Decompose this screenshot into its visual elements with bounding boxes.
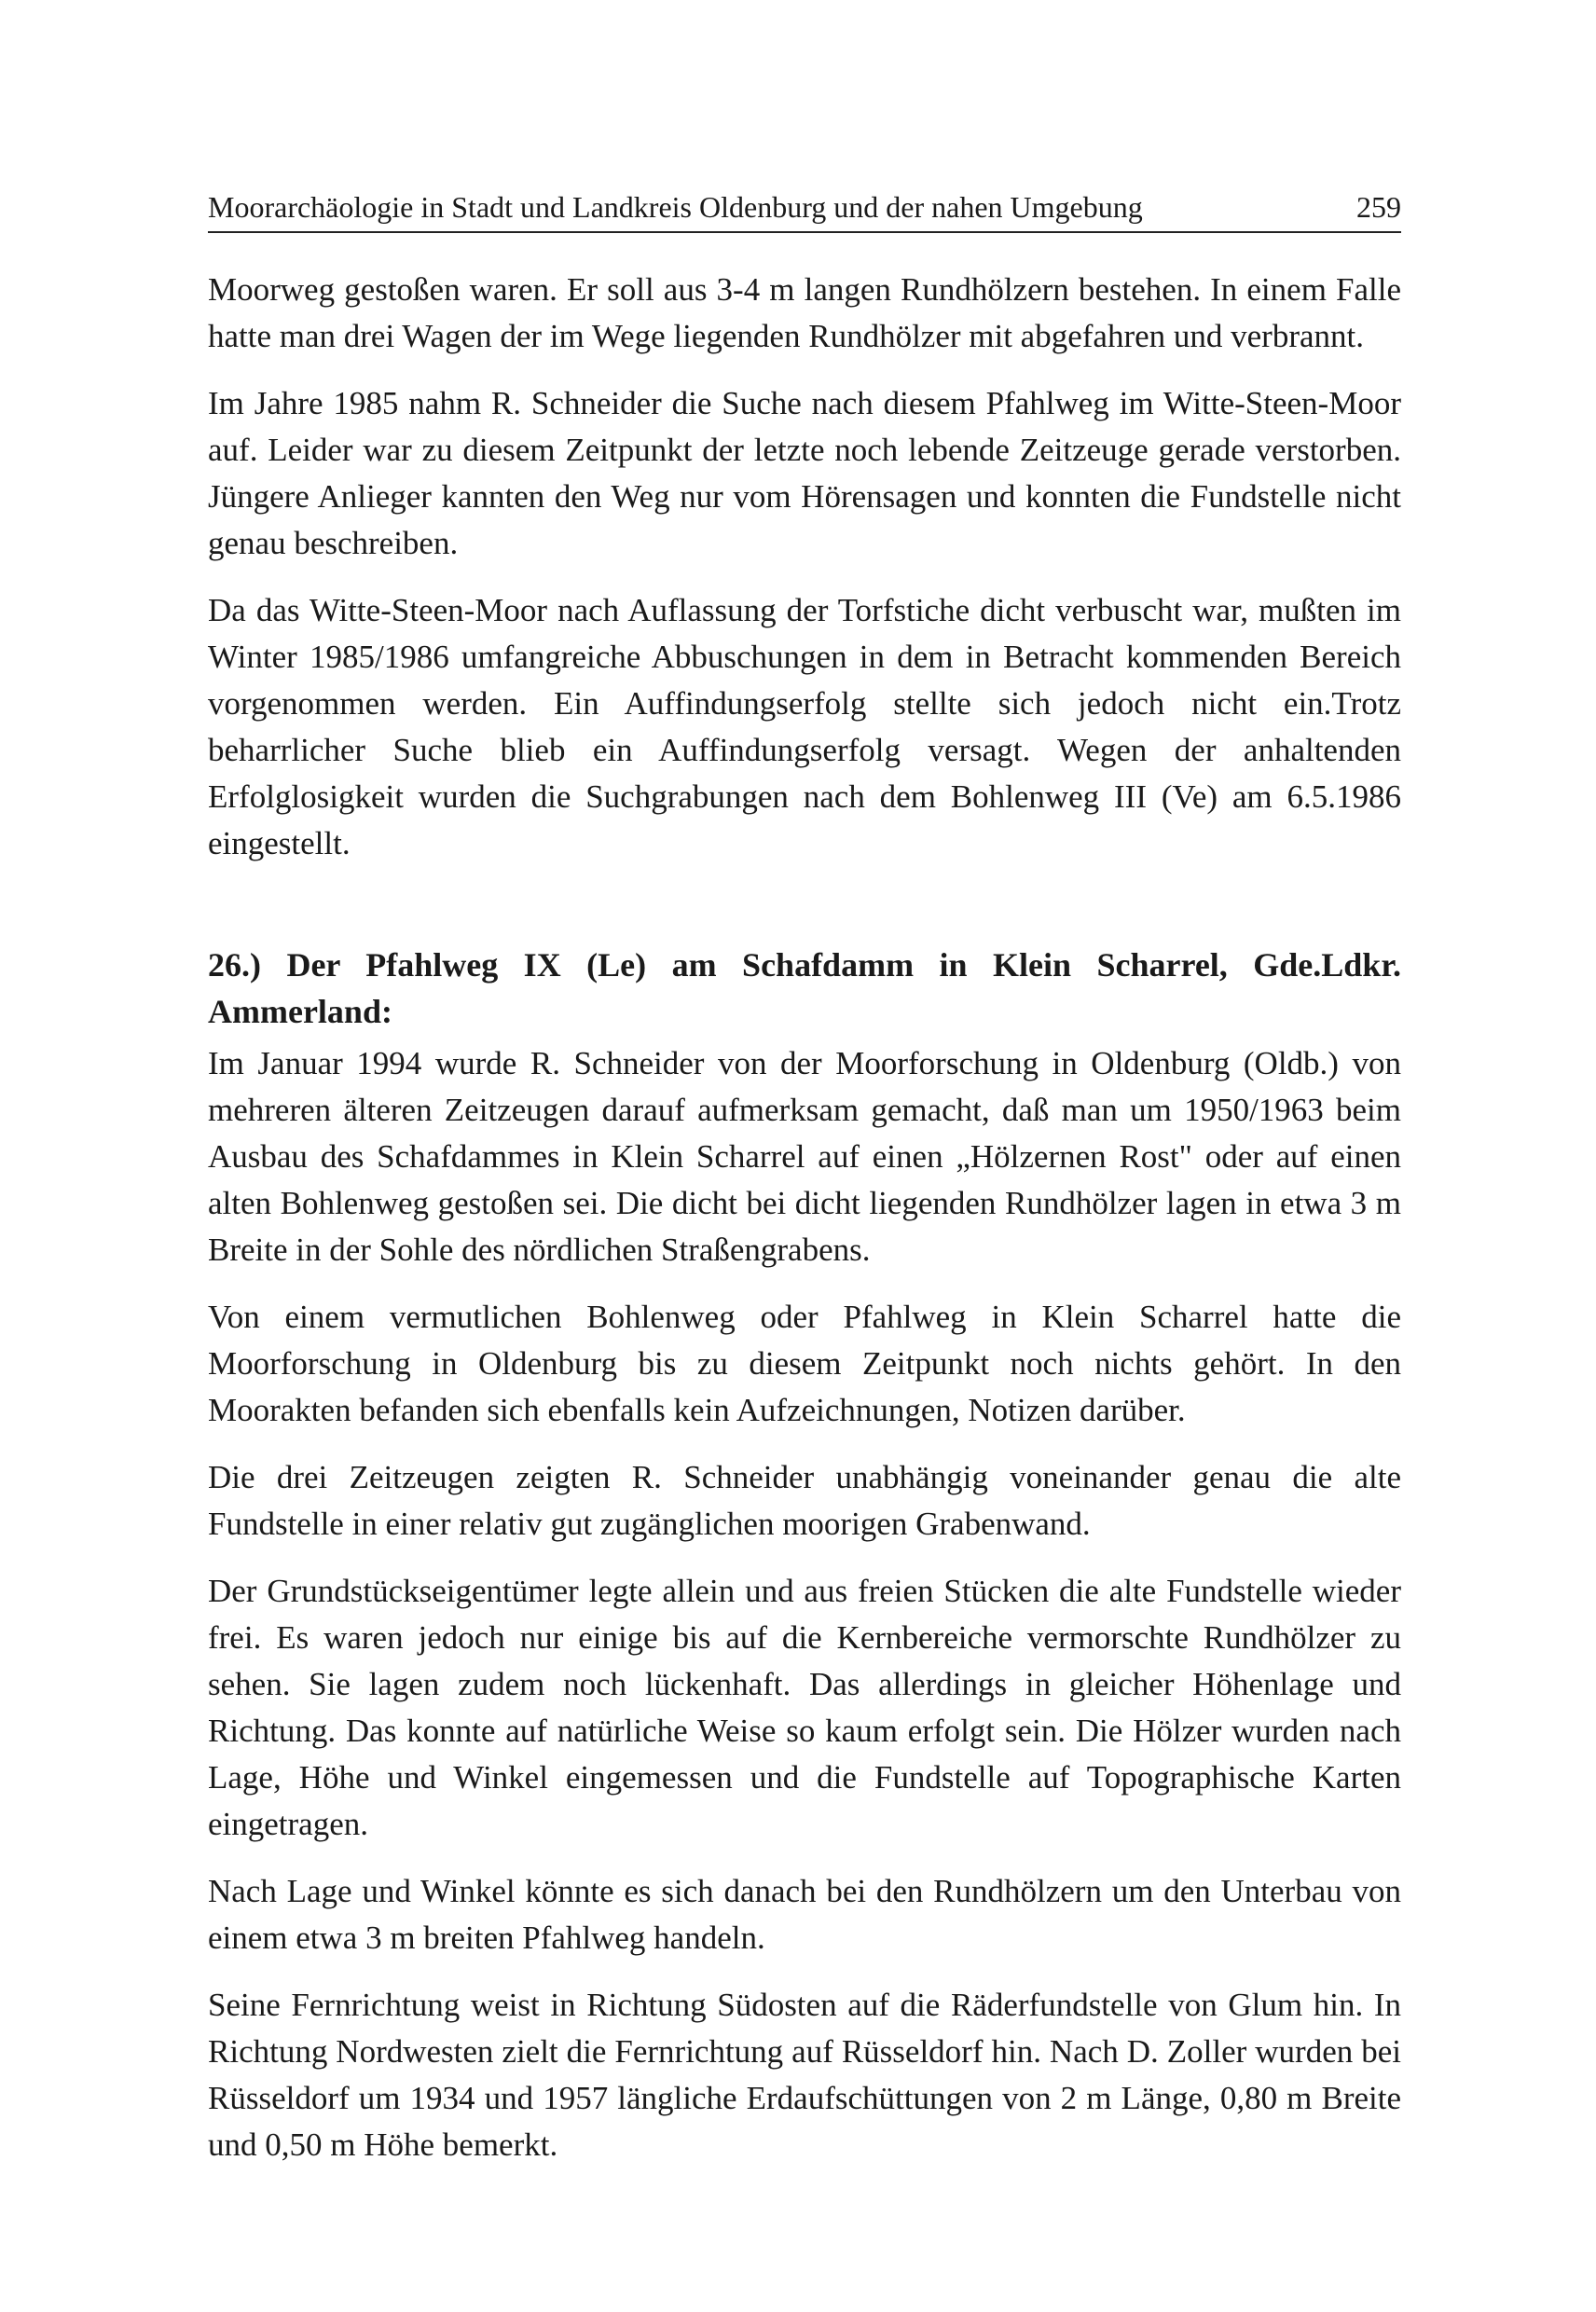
running-head [208, 183, 1401, 233]
paragraph: Von einem vermutlichen Bohlenweg oder Pfahlweg in Klein Scharrel hatte die Moorforschung in Oldenburg bis zu diesem Zeitpunkt noch nichts gehört. In den Moorakten befanden sich ebenfalls kein Aufzeichnungen, Notizen darüber. [208, 1299, 1401, 1428]
paragraph: Da das Witte-Steen-Moor nach Auflassung der Torfstiche dicht verbuscht war, mußten im Winter 1985/1986 umfangreiche Abbuschungen in dem in Betracht kommenden Bereich vorgenommen werden. Ein Auffindungserfolg stellte sich jedoch nicht ein.Trotz beharrlicher Suche blieb ein Auffindungserfolg versagt. Wegen der anhaltenden Erfolglosigkeit wurden die Suchgrabungen nach dem Bohlenweg III (Ve) am 6.5.1986 eingestellt. [208, 592, 1401, 861]
paragraph: Moorweg gestoßen waren. Er soll aus 3-4 m langen Rundhölzern bestehen. In einem Falle hatte man drei Wagen der im Wege liegenden Rundhölzer mit abgefahren und verbrannt. [208, 271, 1401, 354]
section-heading: 26.) Der Pfahlweg IX (Le) am Schafdamm in Klein Scharrel, Gde.Ldkr. Ammerland: [208, 946, 1401, 1030]
paragraph: Der Grundstückseigentümer legte allein und aus freien Stücken die alte Fundstelle wieder frei. Es waren jedoch nur einige bis auf die Kernbereiche vermorschte Rundhölzer zu sehen. Sie lagen zudem noch lückenhaft. Das allerdings in gleicher Höhenlage und Richtung. Das konnte auf natürliche Weise so kaum erfolgt sein. Die Hölzer wurden nach Lage, Höhe und Winkel eingemessen und die Fundstelle auf Topographische Karten eingetragen. [208, 1573, 1401, 1842]
book-page [208, 0, 1401, 2312]
paragraph: Nach Lage und Winkel könnte es sich danach bei den Rundhölzern um den Unterbau von einem etwa 3 m breiten Pfahlweg handeln. [208, 1873, 1401, 1956]
page-number: 259 [1356, 190, 1401, 224]
paragraph: Seine Fernrichtung weist in Richtung Südosten auf die Räderfundstelle von Glum hin. In Richtung Nordwesten zielt die Fernrichtung auf Rüsseldorf hin. Nach D. Zoller wurden bei Rüsseldorf um 1934 und 1957 längliche Erdaufschüttungen von 2 m Länge, 0,80 m Breite und 0,50 m Höhe bemerkt. [208, 1987, 1401, 2163]
running-head-title: Moorarchäologie in Stadt und Landkreis Oldenburg und der nahen Umgebung [208, 190, 1143, 224]
body-text [208, 267, 1401, 2189]
paragraph: Die drei Zeitzeugen zeigten R. Schneider unabhängig voneinander genau die alte Fundstelle in einer relativ gut zugänglichen moorigen Grabenwand. [208, 1459, 1401, 1542]
paragraph: Im Januar 1994 wurde R. Schneider von der Moorforschung in Oldenburg (Oldb.) von mehreren älteren Zeitzeugen darauf aufmerksam gemacht, daß man um 1950/1963 beim Ausbau des Schafdammes in Klein Scharrel auf einen „Hölzernen Rost" oder auf einen alten Bohlenweg gestoßen sei. Die dicht bei dicht liegenden Rundhölzer lagen in etwa 3 m Breite in der Sohle des nördlichen Straßengrabens. [208, 1045, 1401, 1268]
paragraph: Im Jahre 1985 nahm R. Schneider die Suche nach diesem Pfahlweg im Witte-Steen-Moor auf. Leider war zu diesem Zeitpunkt der letzte noch lebende Zeitzeuge gerade verstorben. Jüngere Anlieger kannten den Weg nur vom Hörensagen und konnten die Fundstelle nicht genau beschreiben. [208, 385, 1401, 561]
